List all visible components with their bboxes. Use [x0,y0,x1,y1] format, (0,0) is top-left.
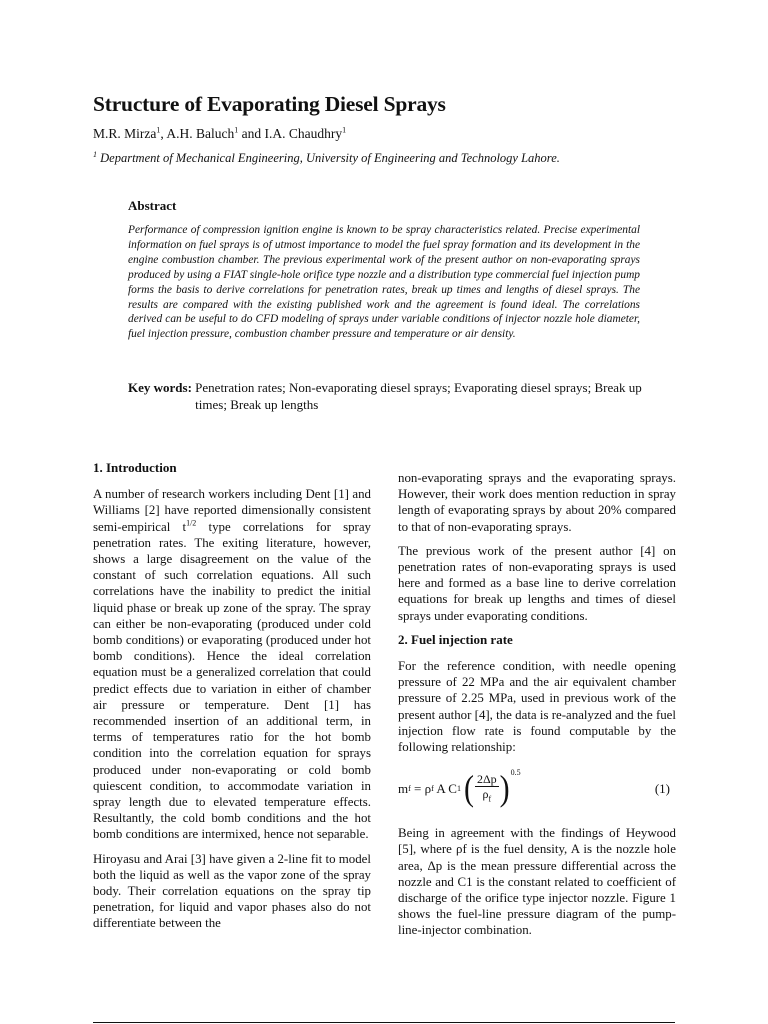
equation-expression [398,768,521,809]
right-paragraph-4: Being in agreement with the findings of Heywood [5], where ρf is the fuel density, A is the nozzle hole area, Δp is the mean pressure differential across the nozzle and C1 is the constant related to coefficient of discharge of the orifice type injector nozzle. Figure 1 shows the fuel-line pressure diagram of the pump-line-injector combination. [398,826,676,938]
intro-paragraph-1-part-a: A number of research workers including Dent [1] and Williams [2] have reported dimensionally consistent semi-empirical t [93,487,371,534]
eq-denominator-symbol: ρ [482,787,489,802]
intro-paragraph-2: Hiroyasu and Arai [3] have given a 2-line fit to model both the liquid as well as the vapor zone of the spray body. Their correlation equations on the spray tip penetration, for liquid and vapor phases also do not differentiate between the [93,851,371,931]
affiliation [93,151,560,166]
affiliation-marker: 1 [93,149,97,159]
keywords-block [128,379,648,413]
right-paragraph-3: For the reference condition, with needle opening pressure of 22 MPa and the air equivalent chamber pressure of 2.25 MPa, used in previous work of the present author [4], the data is re-analyzed and the fuel injection flow rate is found computable by the following relationship: [398,659,676,755]
author-3: I.A. Chaudhry [264,126,343,141]
author-list [93,126,346,142]
eq-denominator [480,787,493,806]
paper-title: Structure of Evaporating Diesel Sprays [93,92,446,116]
keywords-label: Key words: [128,380,192,395]
eq-density-symbol: ρ [424,781,432,797]
eq-numerator: 2Δp [476,772,497,787]
left-column [93,460,371,940]
equation-number: (1) [654,781,670,797]
keywords-text: Penetration rates; Non-evaporating diesel sprays; Evaporating diesel sprays; Break up times; Break up lengths [195,380,642,412]
section-heading-fuel-injection-rate: 2. Fuel injection rate [398,631,513,647]
eq-fraction [475,772,499,806]
eq-area-coefficient: A C [433,781,457,797]
abstract-heading: Abstract [128,198,177,213]
eq-mass-flow-symbol: m [398,781,409,797]
eq-denominator-subscript: f [488,794,492,804]
right-paragraph-1: non-evaporating sprays and the evaporating sprays. However, their work does mention reduction in spray length of evaporating sprays by about 20% compared to that of non-evaporating sprays. [398,471,676,534]
affiliation-text: Department of Mechanical Engineering, University of Engineering and Technology Lahore. [97,151,560,165]
eq-right-paren: ) [499,768,510,809]
intro-paragraph-1-part-b: type correlations for spray penetration rates. The exiting literature, however, shows a large disagreement on the value of the constant of such correlation equations. All such correlations have the inability to predict the initial liquid phase or break up zone of the spray. The spray can either be non-evaporating (produced under cold bomb conditions) or evaporating (produced under hot bomb conditions). Hence the ideal correlation equation must be a generalized correlation that could predict effects due to variation in either of chamber air pressure or temperature. Dent [1] has recommended insertion of an additional term, in terms of temperatures ratio for the hot bomb condition into the correlation equation for sprays produced under non-evaporating or cold bomb quiescent condition, to accommodate variation in spray length due to elevated temperature effects. Resultantly, the cold bomb conditions and the hot bomb conditions are intermixed, hence not separable. [93,519,371,842]
equation-1 [398,765,676,813]
author-separator: and [238,126,265,141]
author-3-affiliation-marker: 1 [342,125,347,135]
eq-fraction-group [463,768,521,809]
author-1-affiliation-marker: 1 [156,125,161,135]
author-2: A.H. Baluch [166,126,235,141]
section-heading-introduction: 1. Introduction [93,460,177,475]
footer-rule [93,1022,675,1023]
half-power-superscript: 1/2 [186,518,197,528]
eq-exponent: 0.5 [510,768,521,778]
right-paragraph-2: The previous work of the present author [4] on penetration rates of non-evaporating sprays is used here and formed as a base line to derive correlation equations for break up lengths and times of diesel sprays under evaporating conditions. [398,543,676,623]
eq-density-subscript: f [431,784,434,794]
author-2-affiliation-marker: 1 [234,125,239,135]
intro-paragraph-1 [93,486,371,842]
author-1: M.R. Mirza [93,126,157,141]
eq-equals: = [410,781,425,797]
eq-left-paren: ( [463,768,474,809]
abstract-body: Performance of compression ignition engine is known to be spray characteristics related. Precise experimental information on fuel sprays is of utmost importance to model the fuel spray formation and its development in the engine combustion chamber. The previous experimental work of the present author on non-evaporating sprays produced by using a FIAT single-hole orifice type nozzle and a distribution type commercial fuel injection pump forms the basis to derive correlations for penetration rates, break up times and lengths of diesel sprays. The results are compared with the existing published work and the agreement is found ideal. The correlations derived can be useful to do CFD modeling of sprays under variable conditions of injector nozzle hole diameter, fuel injection pressure, combustion chamber pressure and temperature or air density. [128,224,640,341]
eq-coefficient-subscript: 1 [456,784,461,794]
eq-mass-flow-subscript: f [408,784,411,794]
right-column [398,470,676,947]
author-separator: , [160,126,167,141]
